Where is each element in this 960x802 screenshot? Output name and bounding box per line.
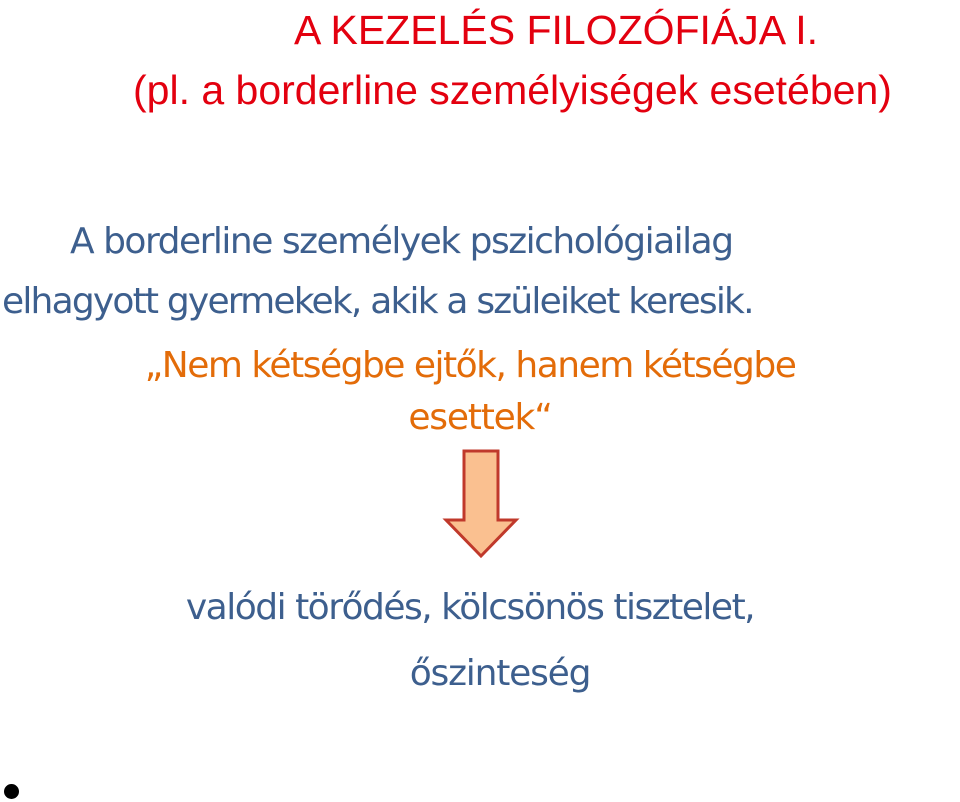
title-line-1: A KEZELÉS FILOZÓFIÁJA I.: [294, 7, 819, 53]
paragraph-line-1: A borderline személyek pszichológiailag: [70, 221, 733, 262]
paragraph-line-2: elhagyott gyermekek, akik a szüleiket keresik.: [2, 281, 753, 322]
result-line-2: őszinteség: [409, 653, 591, 694]
bullet-dot: [4, 784, 19, 799]
quote-line-1: „Nem kétségbe ejtők, hanem kétségbe: [144, 345, 796, 386]
result-line-1: valódi törődés, kölcsönös tisztelet,: [185, 587, 755, 628]
quote-line-2: esettek“: [408, 397, 552, 438]
down-arrow-icon: [442, 448, 520, 560]
title-line-2: (pl. a borderline személyiségek esetében): [133, 67, 892, 113]
